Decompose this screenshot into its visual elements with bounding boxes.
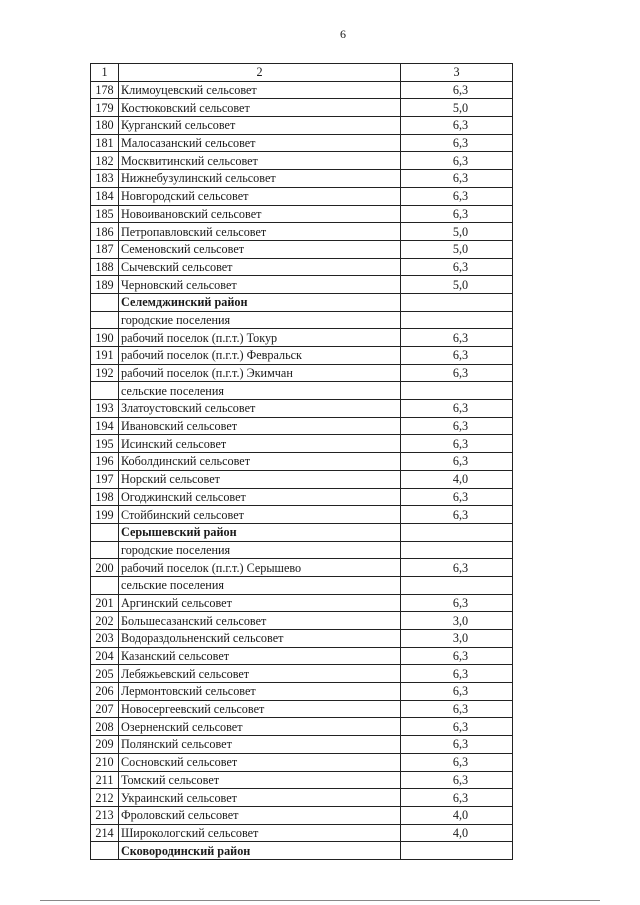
rate-value: 6,3 — [401, 506, 513, 524]
rate-value: 6,3 — [401, 771, 513, 789]
row-number: 186 — [91, 223, 119, 241]
rate-value: 6,3 — [401, 718, 513, 736]
row-number: 211 — [91, 771, 119, 789]
settlement-name: Исинский сельсовет — [119, 435, 401, 453]
row-number: 214 — [91, 824, 119, 842]
row-number: 185 — [91, 205, 119, 223]
settlement-name: Норский сельсовет — [119, 470, 401, 488]
table-row — [91, 612, 513, 630]
rate-value: 6,3 — [401, 170, 513, 188]
rate-value: 6,3 — [401, 134, 513, 152]
rate-value: 6,3 — [401, 417, 513, 435]
settlement-name: сельские поселения — [119, 576, 401, 594]
row-number: 197 — [91, 470, 119, 488]
row-number: 206 — [91, 683, 119, 701]
row-number — [91, 311, 119, 329]
rate-value: 5,0 — [401, 223, 513, 241]
rate-value: 5,0 — [401, 240, 513, 258]
settlement-name: Стойбинский сельсовет — [119, 506, 401, 524]
table-row — [91, 700, 513, 718]
table-row — [91, 81, 513, 99]
row-number: 192 — [91, 364, 119, 382]
table-row — [91, 134, 513, 152]
rate-value: 5,0 — [401, 99, 513, 117]
settlement-name: Серышевский район — [119, 523, 401, 541]
settlement-name: Аргинский сельсовет — [119, 594, 401, 612]
settlement-name: Украинский сельсовет — [119, 789, 401, 807]
rate-value — [401, 576, 513, 594]
rate-value: 6,3 — [401, 683, 513, 701]
header-col-2: 2 — [119, 64, 401, 82]
table-row — [91, 258, 513, 276]
row-number: 207 — [91, 700, 119, 718]
row-number: 180 — [91, 117, 119, 135]
row-number: 182 — [91, 152, 119, 170]
row-number: 195 — [91, 435, 119, 453]
row-number: 199 — [91, 506, 119, 524]
table-row — [91, 117, 513, 135]
row-number: 178 — [91, 81, 119, 99]
row-number: 193 — [91, 400, 119, 418]
row-number: 208 — [91, 718, 119, 736]
settlement-name: Новоивановский сельсовет — [119, 205, 401, 223]
table-row — [91, 152, 513, 170]
table-row — [91, 594, 513, 612]
rate-value: 6,3 — [401, 205, 513, 223]
table-row — [91, 453, 513, 471]
settlement-name: городские поселения — [119, 541, 401, 559]
row-number: 204 — [91, 647, 119, 665]
row-number — [91, 293, 119, 311]
settlement-name: Коболдинский сельсовет — [119, 453, 401, 471]
row-number: 213 — [91, 806, 119, 824]
table-row — [91, 789, 513, 807]
table-header-row — [91, 64, 513, 82]
rate-value: 6,3 — [401, 647, 513, 665]
row-number — [91, 382, 119, 400]
rate-value: 6,3 — [401, 435, 513, 453]
row-number: 209 — [91, 736, 119, 754]
settlement-name: Сычевский сельсовет — [119, 258, 401, 276]
table-row — [91, 488, 513, 506]
rate-value — [401, 541, 513, 559]
rate-value: 6,3 — [401, 453, 513, 471]
rate-value: 4,0 — [401, 470, 513, 488]
table-row — [91, 99, 513, 117]
group-row — [91, 541, 513, 559]
settlement-name: городские поселения — [119, 311, 401, 329]
table-row — [91, 630, 513, 648]
page-bottom-divider — [40, 900, 600, 901]
row-number: 188 — [91, 258, 119, 276]
row-number: 187 — [91, 240, 119, 258]
row-number: 210 — [91, 753, 119, 771]
rate-value: 6,3 — [401, 117, 513, 135]
rate-value — [401, 382, 513, 400]
table-row — [91, 240, 513, 258]
row-number: 212 — [91, 789, 119, 807]
row-number: 202 — [91, 612, 119, 630]
row-number: 201 — [91, 594, 119, 612]
settlement-name: Москвитинский сельсовет — [119, 152, 401, 170]
table-row — [91, 824, 513, 842]
table-row — [91, 364, 513, 382]
district-row — [91, 523, 513, 541]
row-number: 198 — [91, 488, 119, 506]
settlement-name: Озерненский сельсовет — [119, 718, 401, 736]
row-number: 203 — [91, 630, 119, 648]
table-row — [91, 205, 513, 223]
table-row — [91, 223, 513, 241]
rate-value: 6,3 — [401, 488, 513, 506]
rate-value: 6,3 — [401, 364, 513, 382]
row-number: 184 — [91, 187, 119, 205]
settlement-name: Казанский сельсовет — [119, 647, 401, 665]
settlement-name: Сосновский сельсовет — [119, 753, 401, 771]
settlement-name: Костюковский сельсовет — [119, 99, 401, 117]
rate-value: 4,0 — [401, 824, 513, 842]
table-row — [91, 347, 513, 365]
table-row — [91, 506, 513, 524]
settlement-name: Лебяжьевский сельсовет — [119, 665, 401, 683]
row-number — [91, 842, 119, 860]
group-row — [91, 576, 513, 594]
settlement-name: рабочий поселок (п.г.т.) Экимчан — [119, 364, 401, 382]
rate-value — [401, 311, 513, 329]
settlement-name: Семеновский сельсовет — [119, 240, 401, 258]
table-row — [91, 736, 513, 754]
table-row — [91, 400, 513, 418]
rate-value: 3,0 — [401, 612, 513, 630]
settlement-name: Черновский сельсовет — [119, 276, 401, 294]
rate-value — [401, 523, 513, 541]
table-row — [91, 771, 513, 789]
header-col-3: 3 — [401, 64, 513, 82]
row-number: 181 — [91, 134, 119, 152]
row-number — [91, 576, 119, 594]
table-row — [91, 470, 513, 488]
table-row — [91, 417, 513, 435]
row-number: 200 — [91, 559, 119, 577]
district-row — [91, 842, 513, 860]
table-row — [91, 276, 513, 294]
settlement-name: Нижнебузулинский сельсовет — [119, 170, 401, 188]
row-number: 189 — [91, 276, 119, 294]
rate-value — [401, 293, 513, 311]
row-number — [91, 523, 119, 541]
settlement-name: Лермонтовский сельсовет — [119, 683, 401, 701]
settlement-name: Новгородский сельсовет — [119, 187, 401, 205]
rate-value: 6,3 — [401, 187, 513, 205]
rate-value: 6,3 — [401, 665, 513, 683]
rate-value: 6,3 — [401, 152, 513, 170]
rate-value — [401, 842, 513, 860]
table-row — [91, 753, 513, 771]
settlement-name: рабочий поселок (п.г.т.) Токур — [119, 329, 401, 347]
rate-value: 6,3 — [401, 594, 513, 612]
group-row — [91, 311, 513, 329]
row-number: 191 — [91, 347, 119, 365]
rate-value: 4,0 — [401, 806, 513, 824]
rates-table — [90, 63, 513, 860]
table-row — [91, 559, 513, 577]
settlement-name: рабочий поселок (п.г.т.) Серышево — [119, 559, 401, 577]
settlement-name: Фроловский сельсовет — [119, 806, 401, 824]
group-row — [91, 382, 513, 400]
row-number: 183 — [91, 170, 119, 188]
rate-value: 6,3 — [401, 753, 513, 771]
settlement-name: сельские поселения — [119, 382, 401, 400]
rate-value: 6,3 — [401, 736, 513, 754]
row-number: 190 — [91, 329, 119, 347]
settlement-name: Томский сельсовет — [119, 771, 401, 789]
table-row — [91, 170, 513, 188]
table-row — [91, 187, 513, 205]
rate-value: 6,3 — [401, 789, 513, 807]
table-row — [91, 683, 513, 701]
settlement-name: Водораздольненский сельсовет — [119, 630, 401, 648]
row-number: 205 — [91, 665, 119, 683]
rate-value: 6,3 — [401, 81, 513, 99]
settlement-name: Курганский сельсовет — [119, 117, 401, 135]
rate-value: 6,3 — [401, 347, 513, 365]
rate-value: 6,3 — [401, 329, 513, 347]
rate-value: 6,3 — [401, 400, 513, 418]
table-row — [91, 329, 513, 347]
settlement-name: Новосергеевский сельсовет — [119, 700, 401, 718]
row-number: 196 — [91, 453, 119, 471]
row-number: 194 — [91, 417, 119, 435]
district-row — [91, 293, 513, 311]
header-col-1: 1 — [91, 64, 119, 82]
table-row — [91, 665, 513, 683]
rate-value: 3,0 — [401, 630, 513, 648]
rate-value: 6,3 — [401, 700, 513, 718]
rate-value: 6,3 — [401, 258, 513, 276]
settlement-name: Малосазанский сельсовет — [119, 134, 401, 152]
settlement-name: Огоджинский сельсовет — [119, 488, 401, 506]
settlement-name: Климоуцевский сельсовет — [119, 81, 401, 99]
settlement-name: Селемджинский район — [119, 293, 401, 311]
table-row — [91, 647, 513, 665]
row-number — [91, 541, 119, 559]
settlement-name: Златоустовский сельсовет — [119, 400, 401, 418]
table-body — [91, 64, 513, 860]
settlement-name: Полянский сельсовет — [119, 736, 401, 754]
rate-value: 6,3 — [401, 559, 513, 577]
settlement-name: рабочий поселок (п.г.т.) Февральск — [119, 347, 401, 365]
settlement-name: Петропавловский сельсовет — [119, 223, 401, 241]
settlement-name: Широкологский сельсовет — [119, 824, 401, 842]
table-row — [91, 435, 513, 453]
table-row — [91, 806, 513, 824]
rate-value: 5,0 — [401, 276, 513, 294]
settlement-name: Сковородинский район — [119, 842, 401, 860]
table-row — [91, 718, 513, 736]
page-number: 6 — [340, 27, 346, 41]
settlement-name: Большесазанский сельсовет — [119, 612, 401, 630]
settlement-name: Ивановский сельсовет — [119, 417, 401, 435]
row-number: 179 — [91, 99, 119, 117]
